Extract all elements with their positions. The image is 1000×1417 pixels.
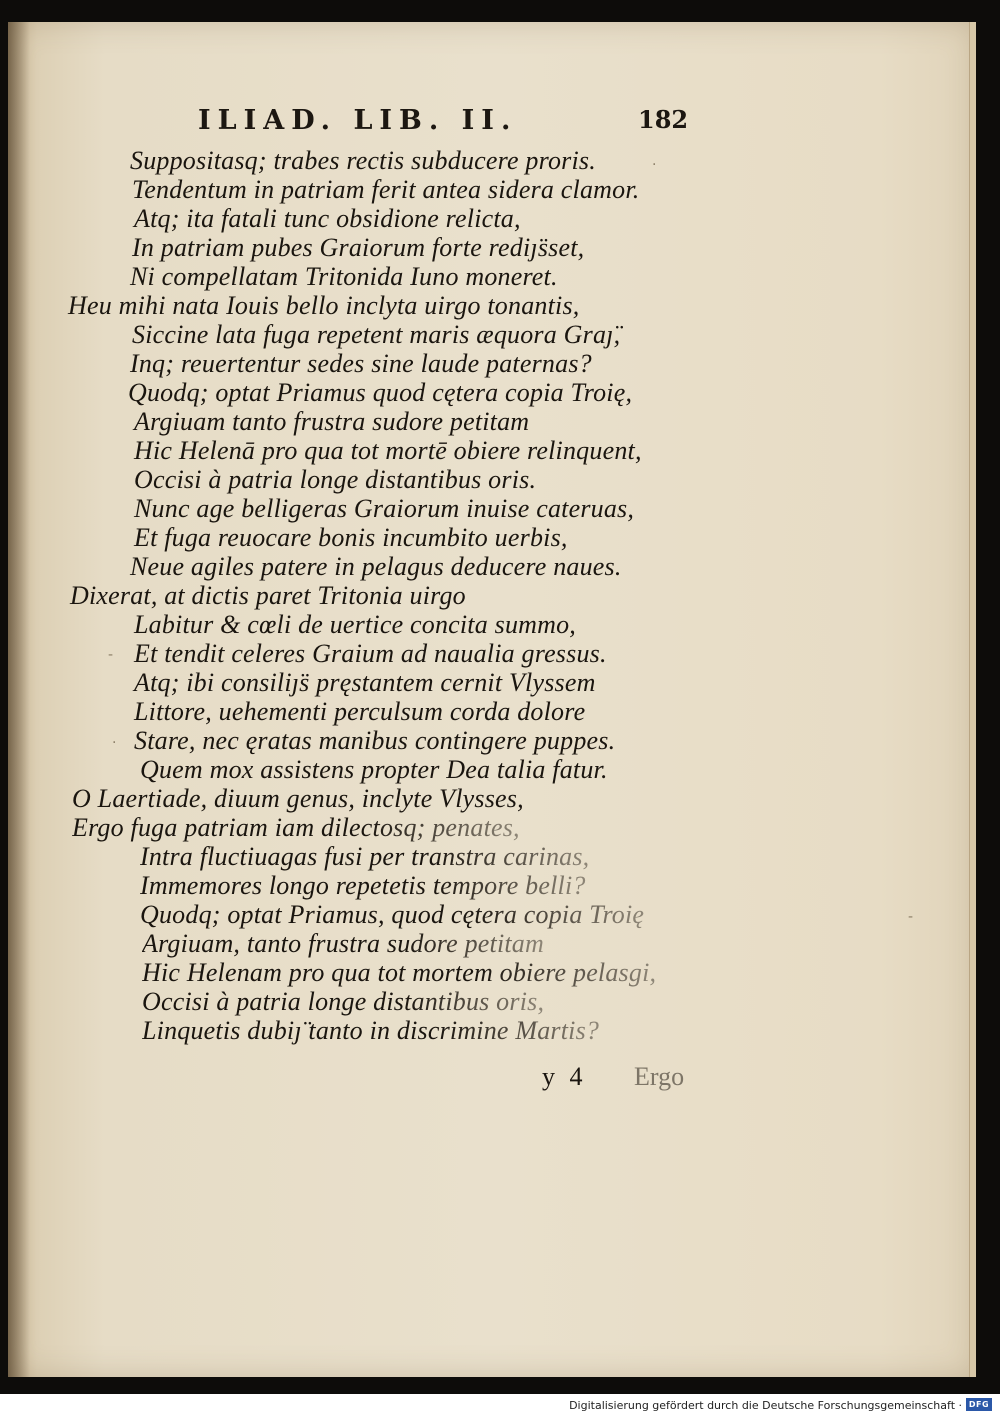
ink-speck: · <box>652 157 657 173</box>
verse-line: Suppositasq; trabes rectis subducere proris. <box>130 146 596 175</box>
funding-credit: Digitalisierung gefördert durch die Deutsche Forschungsgemeinschaft · <box>569 1399 962 1412</box>
verse-line: Quodq; optat Priamus, quod cętera copia Troię <box>140 900 645 929</box>
verse-line: Atq; ibi consiliȷ̈s pręstantem cernit Vlyssem <box>134 668 596 697</box>
page-edge <box>969 22 976 1377</box>
verse-line: Hic Helenam pro qua tot mortem obiere pelasgi, <box>142 958 657 987</box>
page-number: 182 <box>638 105 689 134</box>
running-head: ILIAD. LIB. II. <box>198 105 518 136</box>
verse-line: O Laertiade, diuum genus, inclyte Vlysses, <box>72 784 524 813</box>
verse-line: Occisi à patria longe distantibus oris. <box>134 465 537 494</box>
verse-line: In patriam pubes Graiorum forte rediȷ̈sset, <box>132 233 585 262</box>
verse-line: Tendentum in patriam ferit antea sidera clamor. <box>132 175 640 204</box>
verse-line: Intra fluctiuagas fusi per transtra carinas, <box>140 842 590 871</box>
verse-line: Occisi à patria longe distantibus oris, <box>142 987 545 1016</box>
verse-line: Atq; ita fatali tunc obsidione relicta, <box>134 204 521 233</box>
gutter-shadow <box>8 22 30 1377</box>
verse-line: Ni compellatam Tritonida Iuno moneret. <box>130 262 558 291</box>
verse-line: Dixerat, at dictis paret Tritonia uirgo <box>70 581 466 610</box>
digitization-footer <box>0 1394 1000 1417</box>
verse-line: Linquetis dubiȷ̈ tanto in discrimine Martis? <box>142 1016 600 1045</box>
verse-line: Labitur & cœli de uertice concita summo, <box>134 610 577 639</box>
ink-speck: · <box>112 735 117 751</box>
verse-line: Stare, nec ęratas manibus contingere puppes. <box>134 726 616 755</box>
signature-mark: y 4 <box>542 1062 587 1091</box>
verse-line: Et tendit celeres Graium ad naualia gressus. <box>134 639 607 668</box>
verse-line: Immemores longo repetetis tempore belli? <box>140 871 586 900</box>
catchline <box>8 1062 976 1096</box>
ink-speck: - <box>108 647 114 663</box>
verse-line: Ergo fuga patriam iam dilectosq; penates, <box>72 813 520 842</box>
verse-line: Hic Helenā pro qua tot mortē obiere relinquent, <box>134 436 642 465</box>
page-header <box>8 105 976 145</box>
verse-line: Quem mox assistens propter Dea talia fatur. <box>140 755 608 784</box>
verse-line: Littore, uehementi perculsum corda dolore <box>134 697 586 726</box>
catchword: Ergo <box>634 1062 685 1091</box>
verse-line: Et fuga reuocare bonis incumbito uerbis, <box>134 523 568 552</box>
verse-line: Argiuam, tanto frustra sudore petitam <box>142 929 544 958</box>
verse-line: Siccine lata fuga repetent maris æquora Graȷ̈, <box>132 320 621 349</box>
verse-line: Heu mihi nata Iouis bello inclyta uirgo tonantis, <box>68 291 580 320</box>
verse-line: Nunc age belligeras Graiorum inuise cateruas, <box>134 494 635 523</box>
verse-line: Inq; reuertentur sedes sine laude paternas? <box>130 349 592 378</box>
ink-speck: - <box>908 909 914 925</box>
book-page <box>8 22 976 1377</box>
verse-line: Neue agiles patere in pelagus deducere naues. <box>130 552 622 581</box>
verse-line: Argiuam tanto frustra sudore petitam <box>134 407 530 436</box>
verse-line: Quodq; optat Priamus quod cętera copia Troię, <box>128 378 633 407</box>
dfg-logo-icon: DFG <box>966 1398 992 1411</box>
